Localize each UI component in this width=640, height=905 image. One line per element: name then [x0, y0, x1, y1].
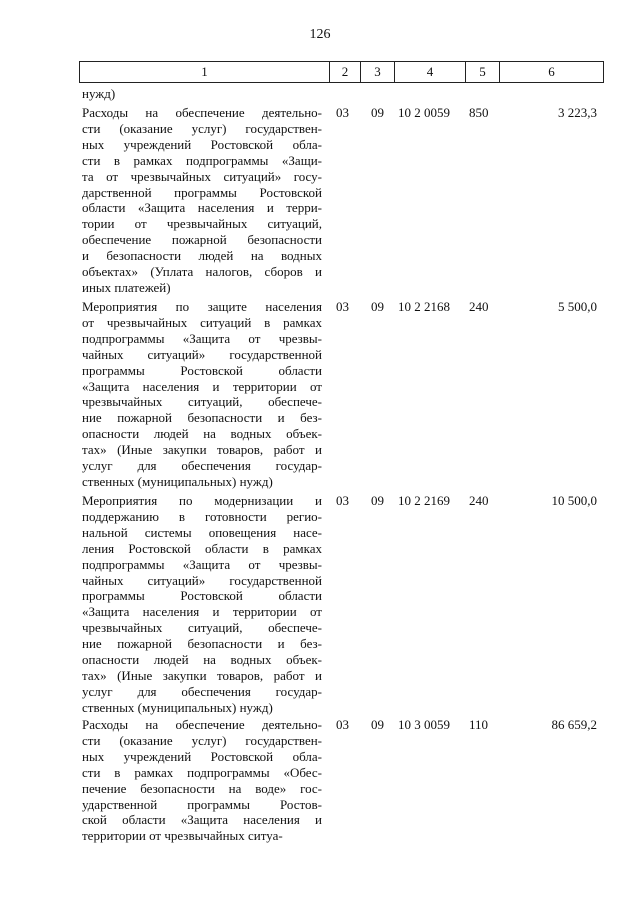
description-line: объектах» (Уплата налогов, сборов и	[82, 264, 322, 280]
description-line: ственных (муниципальных) нужд)	[82, 699, 273, 715]
row-amount: 86 659,2	[551, 717, 597, 732]
description-line: ние пожарной безопасности и без-	[82, 410, 322, 426]
row-description	[82, 717, 322, 844]
description-line: чрезвычайных ситуаций, обеспече-	[82, 394, 322, 410]
description-line: тах» (Иные закупки товаров, работ и	[82, 442, 322, 458]
header-col-6: 6	[500, 62, 604, 83]
row-description	[82, 105, 322, 296]
row-target-article: 10 3 0059	[398, 717, 450, 732]
description-line: ской области «Защита населения и	[82, 812, 322, 828]
description-line: обеспечение пожарной безопасности	[82, 232, 322, 248]
row-section-code: 03	[336, 299, 349, 314]
row-description	[82, 299, 322, 490]
description-line: ударственной программы Ростов-	[82, 796, 322, 812]
table-header	[79, 61, 604, 83]
row-description	[82, 493, 322, 716]
description-line: сти в рамках подпрограммы «Защи-	[82, 152, 322, 168]
row-amount: 5 500,0	[558, 299, 597, 314]
description-line: услуг для обеспечения государ-	[82, 458, 322, 474]
description-line: та от чрезвычайных ситуаций» госу-	[82, 168, 322, 184]
row-section-code: 03	[336, 493, 349, 508]
row-expense-type: 240	[469, 299, 489, 314]
row-subsection-code: 09	[371, 105, 384, 120]
row-amount: 10 500,0	[551, 493, 597, 508]
table-row	[0, 493, 640, 716]
description-line: Расходы на обеспечение деятельно-	[82, 105, 322, 120]
description-line: сти (оказание услуг) государствен-	[82, 732, 322, 748]
row-expense-type: 240	[469, 493, 489, 508]
description-line: тории от чрезвычайных ситуаций,	[82, 216, 322, 232]
description-line: чайных ситуаций» государственной	[82, 346, 322, 362]
description-line: области «Защита населения и терри-	[82, 200, 322, 216]
description-line: от чрезвычайных ситуаций в рамках	[82, 314, 322, 330]
table-row	[0, 105, 640, 296]
description-line: территории от чрезвычайных ситуа-	[82, 828, 283, 844]
header-col-1: 1	[80, 62, 330, 83]
description-line: услуг для обеспечения государ-	[82, 683, 322, 699]
description-line: программы Ростовской области	[82, 362, 322, 378]
row-section-code: 03	[336, 105, 349, 120]
description-line: «Защита населения и территории от	[82, 378, 322, 394]
row-target-article: 10 2 2169	[398, 493, 450, 508]
description-line: ления Ростовской области в рамках	[82, 540, 322, 556]
row-section-code: 03	[336, 717, 349, 732]
row-subsection-code: 09	[371, 299, 384, 314]
row-target-article: 10 2 0059	[398, 105, 450, 120]
table-row	[0, 299, 640, 490]
description-line: Мероприятия по модернизации и	[82, 493, 322, 508]
description-line: Мероприятия по защите населения	[82, 299, 322, 314]
page-number: 126	[309, 27, 331, 42]
row-amount: 3 223,3	[558, 105, 597, 120]
header-col-3: 3	[361, 62, 395, 83]
row-subsection-code: 09	[371, 493, 384, 508]
table-row	[0, 717, 640, 844]
description-line: опасности людей на водных объек-	[82, 426, 322, 442]
row-subsection-code: 09	[371, 717, 384, 732]
header-col-4: 4	[395, 62, 466, 83]
description-line: ных учреждений Ростовской обла-	[82, 748, 322, 764]
description-line: сти (оказание услуг) государствен-	[82, 120, 322, 136]
description-line: иных платежей)	[82, 279, 171, 295]
description-line: опасности людей на водных объек-	[82, 652, 322, 668]
continuation-text: нужд)	[82, 86, 116, 101]
description-line: поддержанию в готовности регио-	[82, 508, 322, 524]
row-expense-type: 110	[469, 717, 489, 732]
description-line: дарственной программы Ростовской	[82, 184, 322, 200]
description-line: подпрограммы «Защита от чрезвы-	[82, 330, 322, 346]
header-col-2: 2	[330, 62, 361, 83]
description-line: печение безопасности на воде» гос-	[82, 780, 322, 796]
description-line: ных учреждений Ростовской обла-	[82, 136, 322, 152]
description-line: «Защита населения и территории от	[82, 604, 322, 620]
description-line: ственных (муниципальных) нужд)	[82, 473, 273, 489]
row-expense-type: 850	[469, 105, 489, 120]
description-line: ние пожарной безопасности и без-	[82, 636, 322, 652]
description-line: нальной системы оповещения насе-	[82, 524, 322, 540]
description-line: подпрограммы «Защита от чрезвы-	[82, 556, 322, 572]
description-line: сти в рамках подпрограммы «Обес-	[82, 764, 322, 780]
description-line: чайных ситуаций» государственной	[82, 572, 322, 588]
description-line: программы Ростовской области	[82, 588, 322, 604]
header-col-5: 5	[466, 62, 500, 83]
description-line: тах» (Иные закупки товаров, работ и	[82, 667, 322, 683]
row-target-article: 10 2 2168	[398, 299, 450, 314]
description-line: чрезвычайных ситуаций, обеспече-	[82, 620, 322, 636]
description-line: Расходы на обеспечение деятельно-	[82, 717, 322, 732]
description-line: и безопасности людей на водных	[82, 248, 322, 264]
